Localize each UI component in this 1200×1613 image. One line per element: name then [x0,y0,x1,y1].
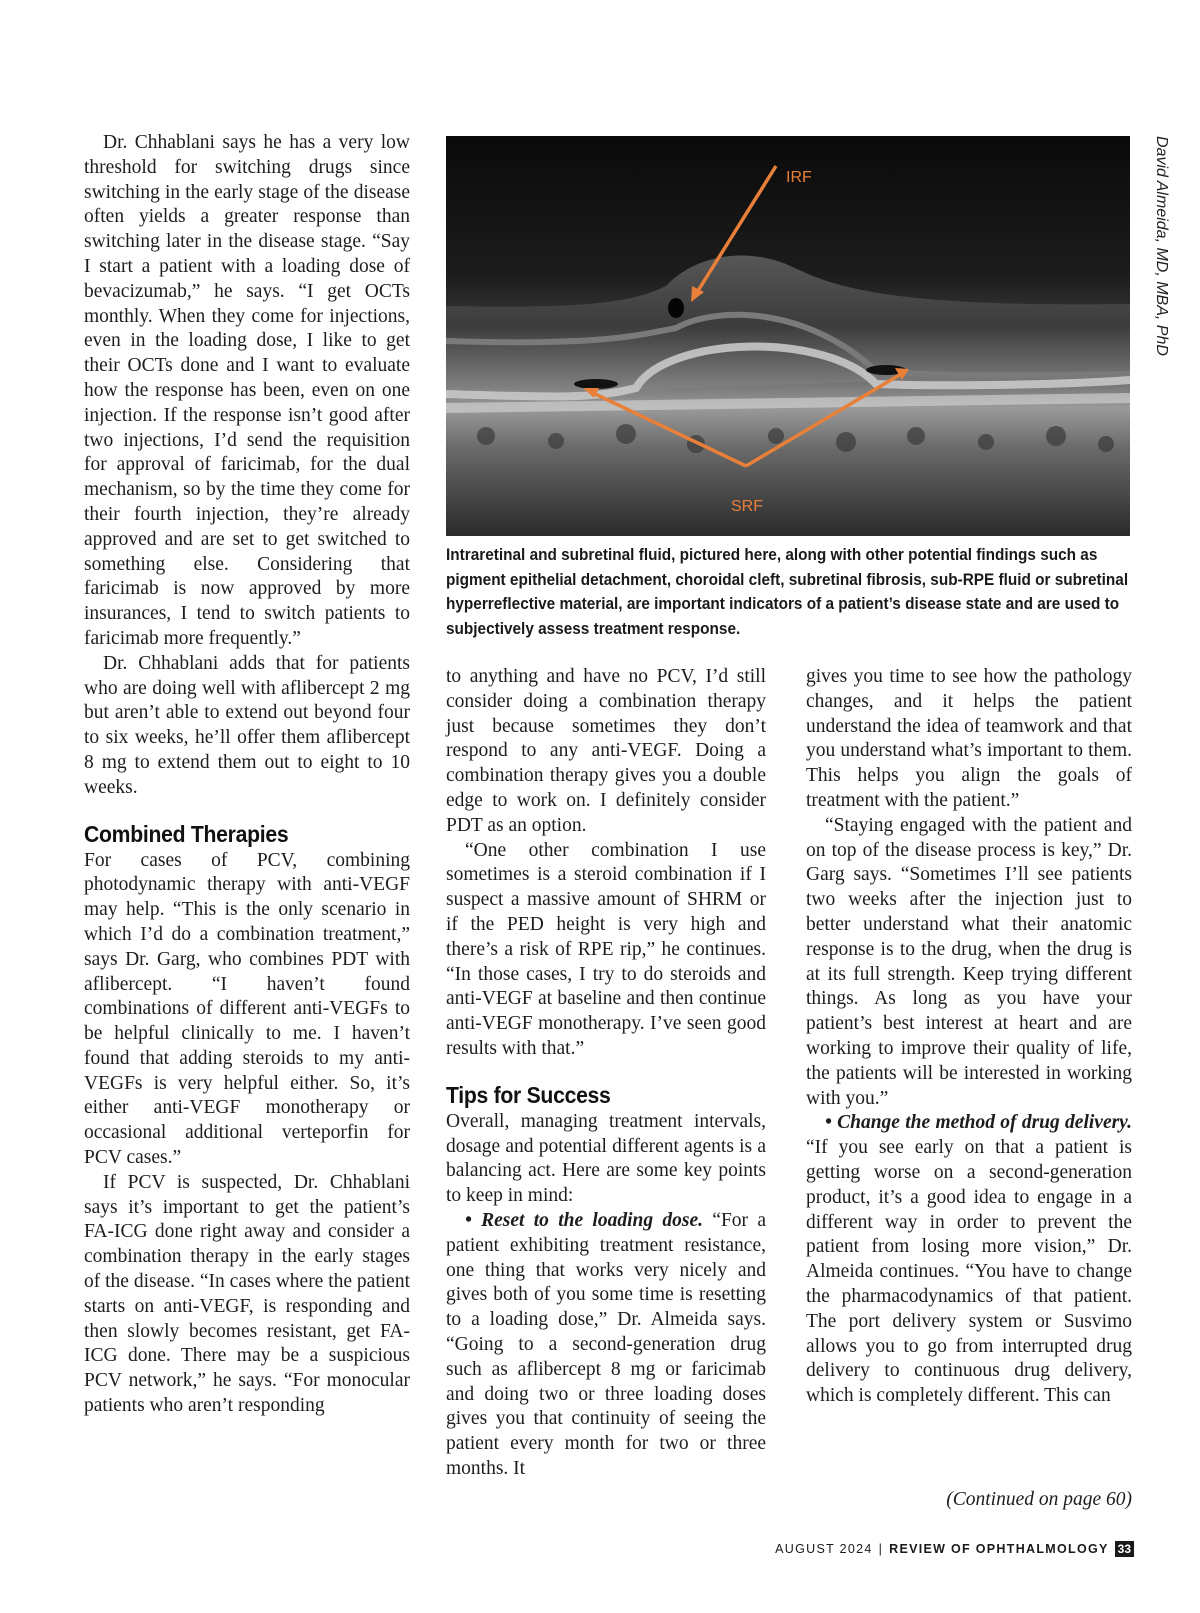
paragraph: to anything and have no PCV, I’d still consider doing a combination therapy just because sometimes they don’t respond to any anti-VEGF. Doing a combination therapy gives you a double edge to work on. I definitely consider PDT as an option. [446,666,766,836]
bullet-text: “For a patient exhibiting treatment resistance, one thing that works very nicely and gives both of you some time is resetting to a loading dose,” Dr. Almeida says. “Going to a second-generation drug such as aflibercept 8 mg or faricimab and doing two or three loading doses gives you that continuity of seeing the patient every month for two or three months. It [446,1209,766,1479]
page-footer [775,1541,1134,1557]
continued-note: (Continued on page 60) [946,1489,1132,1510]
paragraph: Dr. Chhablani says he has a very low threshold for switching drugs since switching in the early stage of the disease often yields a greater response than switching later in the disease stage. “Say I start a patient with a loading dose of bevacizumab,” he says. “I get OCTs monthly. When they come for injections, even in the loading dose, I like to get their OCTs done and I want to evaluate how the response has been, even on one injection. If the response isn’t good after two injections, I’d send the requisition for approval of faricimab, for the dual mechanism, so by the time they come for their fourth injection, they’re already approved and are set to get switched to something else. Considering that faricimab is now approved by more insurances, I tend to switch patients to faricimab more frequently.” [84,132,410,649]
page-number: 33 [1115,1541,1134,1557]
photo-credit: David Almeida, MD, MBA, PhD [1153,136,1170,356]
bullet-paragraph [806,1111,1132,1409]
column-3 [806,665,1132,1409]
irf-label: IRF [786,169,812,186]
column-2 [446,665,766,1482]
paragraph: “Staying engaged with the patient and on top of the disease process is key,” Dr. Garg says. “Sometimes I’ll see patients two weeks after the injection just to better understand what their anatomic response is to the drug, when the drug is at its full strength. Keep trying different things. As long as you have your patient’s best interest at heart and are working to improve their quality of life, the patients will be interested in working with you.” [806,814,1132,1109]
column-1 [84,131,410,1419]
section-heading-tips-for-success: Tips for Success [446,1081,611,1108]
magazine-name: REVIEW OF OPHTHALMOLOGY [889,1542,1109,1556]
paragraph: Dr. Chhablani adds that for patients who are doing well with aflibercept 2 mg but aren’t able to extend out beyond four to six weeks, he’ll offer them aflibercept 8 mg to extend them out to eight to 10 weeks. [84,652,410,798]
bullet-paragraph [446,1209,766,1482]
paragraph: If PCV is suspected, Dr. Chhablani says it’s important to get the patient’s FA-ICG done right away and consider a combination therapy in the early stages of the disease. “In cases where the patient starts on anti-VEGF, is responding and then slowly becomes resistant, get FA-ICG done. There may be a suspicious PCV network,” he says. “For monocular patients who aren’t responding [84,1171,410,1417]
footer-separator: | [878,1542,884,1556]
figure-caption: Intraretinal and subretinal fluid, pictured here, along with other potential findings such as pigment epithelial detachment, choroidal cleft, subretinal fibrosis, sub-RPE fluid or subretinal hyperreflective material, are important indicators of a patient’s disease state and are used to subjectively assess treatment response. [446,546,1129,638]
bullet-text: “If you see early on that a patient is getting worse on a second-generation product, it’s a good idea to engage in a different way in order to prevent the patient from losing more vision,” Dr. Almeida continues. “You have to change the pharmacodynamics of that patient. The port delivery system or Susvimo allows you to go from interrupted drug delivery to continuous drug delivery, which is completely different. This can [806,1137,1132,1407]
paragraph: Overall, managing treatment intervals, dosage and potential different agents is a balancing act. Here are some key points to keep in mind: [446,1110,766,1207]
issue-date: AUGUST 2024 [775,1542,873,1556]
paragraph: gives you time to see how the pathology changes, and it helps the patient understand the idea of teamwork and that you understand what’s important to them. This helps you align the goals of treatment with the patient.” [806,666,1132,811]
paragraph: “One other combination I use sometimes is a steroid combination if I suspect a massive amount of SHRM or if the PED height is very high and there’s a risk of RPE rip,” he continues. “In those cases, I try to do steroids and anti-VEGF at baseline and then continue anti-VEGF monotherapy. I’ve seen good results with that.” [446,839,766,1059]
bullet-lead: • Change the method of drug delivery. [825,1112,1132,1134]
paragraph: For cases of PCV, combining photodynamic therapy with anti-VEGF may help. “This is the only scenario in which I’d do a combination treatment,” says Dr. Garg, who combines PDT with aflibercept. “I haven’t found combinations of different anti-VEGFs to be helpful clinically to me. I haven’t found that adding steroids to my anti-VEGFs is very helpful either. So, it’s either anti-VEGF monotherapy or occasional additional verteporfin for PCV cases.” [84,849,410,1169]
srf-label: SRF [731,498,763,515]
bullet-lead: • Reset to the loading dose. [465,1209,703,1231]
oct-scan-image [446,136,1130,536]
section-heading-combined-therapies: Combined Therapies [84,820,289,847]
